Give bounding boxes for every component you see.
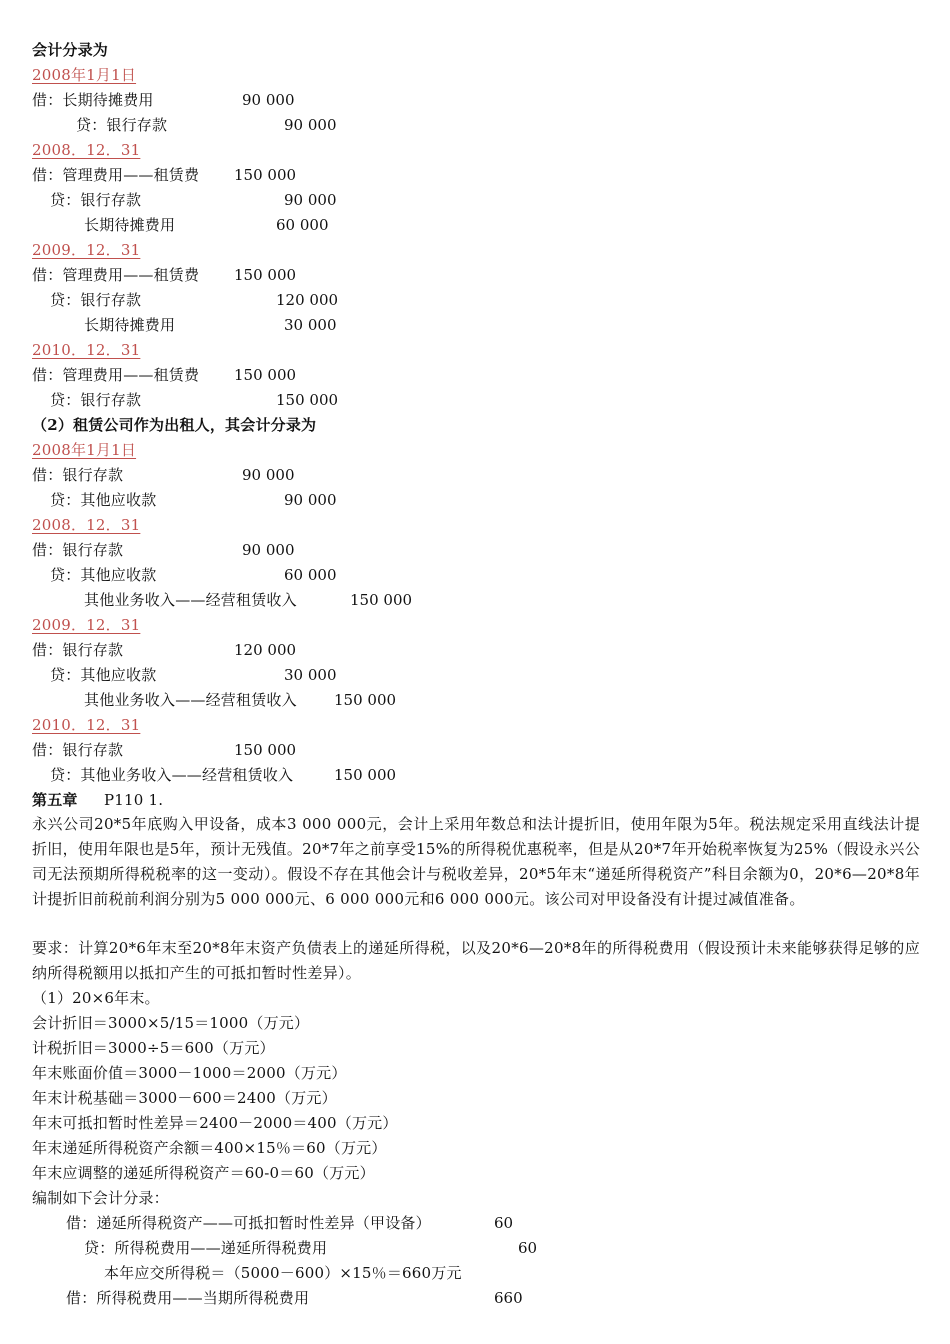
compile-label: 编制如下会计分录：	[32, 1189, 169, 1207]
credit-amount: 90 000	[284, 191, 337, 209]
credit-line: 贷：其他应收款	[50, 566, 157, 584]
debit-amount: 150 000	[234, 741, 297, 759]
section-heading: 会计分录为	[32, 41, 109, 59]
debit-amount: 150 000	[234, 366, 297, 384]
credit-line: 贷：其他业务收入——经营租赁收入	[50, 766, 294, 784]
credit-amount: 60 000	[276, 216, 329, 234]
debit-amount: 120 000	[234, 641, 297, 659]
debit-line: 借：所得税费用——当期所得税费用	[66, 1289, 310, 1307]
entry-date: 2010．12．31	[32, 716, 141, 734]
calc-line: 会计折旧＝3000×5/15＝1000（万元）	[32, 1014, 310, 1032]
debit-amount: 90 000	[242, 541, 295, 559]
debit-line: 借：管理费用——租赁费	[32, 266, 200, 284]
calc-line: 年末计税基础＝3000－600＝2400（万元）	[32, 1089, 337, 1107]
entry-date: 2008．12．31	[32, 141, 141, 159]
credit-line: 贷：所得税费用——递延所得税费用	[84, 1239, 328, 1257]
debit-line: 借：银行存款	[32, 541, 124, 559]
credit-line: 贷：银行存款	[50, 191, 142, 209]
entry-date: 2010．12．31	[32, 341, 141, 359]
credit-line: 长期待摊费用	[84, 316, 176, 334]
debit-line: 借：银行存款	[32, 741, 124, 759]
credit-line: 贷：其他应收款	[50, 491, 157, 509]
debit-line: 借：递延所得税资产——可抵扣暂时性差异（甲设备）	[66, 1214, 431, 1232]
credit-line: 贷：其他应收款	[50, 666, 157, 684]
entry-date: 2009．12．31	[32, 241, 141, 259]
entry-date: 2008．12．31	[32, 516, 141, 534]
calc-line: 计税折旧＝3000÷5＝600（万元）	[32, 1039, 275, 1057]
credit-amount: 150 000	[276, 391, 339, 409]
debit-amount: 60	[494, 1214, 514, 1232]
credit-line: 贷：银行存款	[50, 291, 142, 309]
chapter-title: 第五章	[32, 791, 78, 809]
credit-amount: 90 000	[284, 116, 337, 134]
debit-amount: 90 000	[242, 466, 295, 484]
credit-amount: 60 000	[284, 566, 337, 584]
page-reference: P110 1.	[104, 791, 164, 809]
credit-amount: 150 000	[350, 591, 413, 609]
credit-amount: 30 000	[284, 316, 337, 334]
debit-line: 借：管理费用——租赁费	[32, 166, 200, 184]
entry-date: 2008年1月1日	[32, 441, 137, 459]
calc-line: 年末递延所得税资产余额＝400×15％＝60（万元）	[32, 1139, 387, 1157]
debit-amount: 150 000	[234, 266, 297, 284]
debit-line: 借：管理费用——租赁费	[32, 366, 200, 384]
debit-line: 借：银行存款	[32, 641, 124, 659]
credit-line: 贷：银行存款	[76, 116, 168, 134]
step-heading: （1）20×6年末。	[32, 989, 160, 1007]
credit-amount: 150 000	[334, 766, 397, 784]
debit-amount: 90 000	[242, 91, 295, 109]
section-heading: （2）租赁公司作为出租人，其会计分录为	[32, 416, 317, 434]
entry-date: 2008年1月1日	[32, 66, 137, 84]
debit-amount: 660	[494, 1289, 523, 1307]
credit-amount: 120 000	[276, 291, 339, 309]
entry-date: 2009．12．31	[32, 616, 141, 634]
credit-line: 其他业务收入——经营租赁收入	[84, 591, 297, 609]
problem-statement: 永兴公司20*5年底购入甲设备，成本3 000 000元，会计上采用年数总和法计提折旧，使用年限为5年。税法规定采用直线法计提折旧，使用年限也是5年，预计无残值。20*7年之前享受15%的所得税优惠税率，但是从20*7年开始税率恢复为25%（假设永兴公司无法预期所得税税率的这一变动）。假设不存在其他会计与税收差异，20*5年末“递延所得税资产”科目余额为0，20*6—20*8年计提折旧前税前利润分别为5 000 000元、6 000 000元和6 000 000元。该公司对甲设备没有计提过减值准备。	[32, 815, 920, 908]
calc-line: 年末账面价值＝3000－1000＝2000（万元）	[32, 1064, 347, 1082]
credit-amount: 30 000	[284, 666, 337, 684]
calc-line: 年末应调整的递延所得税资产＝60-0＝60（万元）	[32, 1164, 375, 1182]
debit-amount: 150 000	[234, 166, 297, 184]
requirement-text: 要求：计算20*6年末至20*8年末资产负债表上的递延所得税，以及20*6—20*8年的所得税费用（假设预计未来能够获得足够的应纳所得税额用以抵扣产生的可抵扣暂时性差异）。	[32, 939, 920, 982]
credit-amount: 150 000	[334, 691, 397, 709]
credit-line: 贷：银行存款	[50, 391, 142, 409]
calc-line: 年末可抵扣暂时性差异＝2400－2000＝400（万元）	[32, 1114, 398, 1132]
credit-line: 长期待摊费用	[84, 216, 176, 234]
credit-amount: 90 000	[284, 491, 337, 509]
credit-amount: 60	[518, 1239, 538, 1257]
debit-line: 借：银行存款	[32, 466, 124, 484]
debit-line: 借：长期待摊费用	[32, 91, 154, 109]
tax-note: 本年应交所得税＝（5000－600）×15％＝660万元	[104, 1264, 462, 1282]
credit-line: 其他业务收入——经营租赁收入	[84, 691, 297, 709]
